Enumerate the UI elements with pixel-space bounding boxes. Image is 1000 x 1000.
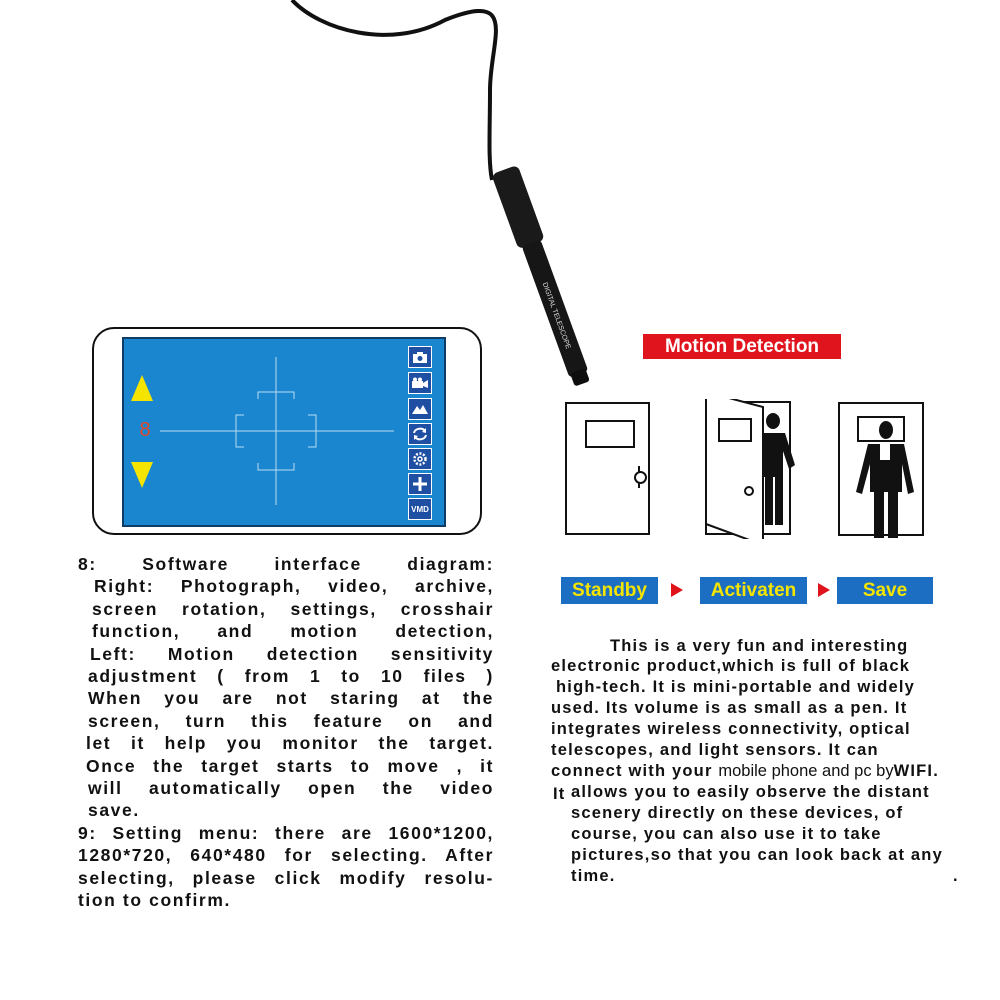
device-print: DIGITAL TELESCOPE xyxy=(540,281,572,351)
sensitivity-down-button[interactable] xyxy=(131,462,153,488)
left-line: screen, turn this feature on and xyxy=(88,710,494,731)
gallery-icon[interactable] xyxy=(408,398,432,420)
person-exit-illustration xyxy=(836,400,926,540)
right-line: scenery directly on these devices, of xyxy=(571,804,904,822)
telescope-body xyxy=(491,165,595,389)
right-line-wifi xyxy=(551,761,939,782)
camera-icon[interactable] xyxy=(408,346,432,368)
left-line: 9: Setting menu: there are 1600*1200, xyxy=(78,822,494,843)
crosshair-overlay xyxy=(122,337,446,527)
left-line: function, and motion detection, xyxy=(92,621,494,642)
door-opening-illustration xyxy=(703,399,811,539)
right-line: used. Its volume is as small as a pen. It xyxy=(551,699,908,717)
trailing-dot: . xyxy=(953,867,959,885)
left-line: adjustment ( from 1 to 10 files ) xyxy=(88,666,494,687)
right-line: high-tech. It is mini-portable and widely xyxy=(556,678,916,696)
right-line: pictures,so that you can look back at any xyxy=(571,846,943,864)
step-activate: Activaten xyxy=(700,577,807,604)
right-line-part: connect with your xyxy=(551,762,719,780)
right-line: This is a very fun and interesting xyxy=(610,637,909,655)
motion-detection-title: Motion Detection xyxy=(643,334,841,359)
settings-icon[interactable] xyxy=(408,448,432,470)
right-line: integrates wireless connectivity, optical xyxy=(551,720,911,738)
left-line: 8: Software interface diagram: xyxy=(78,554,494,574)
sensitivity-value: 8 xyxy=(139,419,151,441)
right-line-part: mobile phone and pc by xyxy=(718,762,894,780)
crosshair-plus-icon[interactable] xyxy=(408,473,432,495)
vmd-icon[interactable] xyxy=(408,498,432,520)
left-line: tion to confirm. xyxy=(78,890,231,911)
software-description xyxy=(78,553,494,912)
right-line: course, you can also use it to take xyxy=(571,825,882,843)
right-line: electronic product,which is full of black xyxy=(551,657,911,675)
left-line: selecting, please click modify resolu- xyxy=(78,867,494,888)
step-standby: Standby xyxy=(561,577,658,604)
video-camera-icon[interactable] xyxy=(408,372,432,394)
left-line: Once the target starts to move , it xyxy=(86,755,494,776)
arrow-right-icon xyxy=(671,583,683,597)
left-line: save. xyxy=(88,800,140,821)
vmd-label: VMD xyxy=(411,504,429,514)
right-line-part: WIFI. xyxy=(893,762,939,780)
right-line: telescopes, and light sensors. It can xyxy=(551,741,879,759)
left-line: let it help you monitor the target. xyxy=(86,733,494,754)
right-line: time. xyxy=(571,867,616,885)
door-closed-illustration xyxy=(565,402,650,535)
left-line: Right: Photograph, video, archive, xyxy=(94,576,494,597)
rotate-icon[interactable] xyxy=(408,423,432,445)
sensitivity-up-button[interactable] xyxy=(131,375,153,401)
right-line: allows you to easily observe the distant xyxy=(571,783,930,801)
left-line: screen rotation, settings, crosshair xyxy=(92,598,494,619)
left-line: will automatically open the video xyxy=(88,778,494,799)
left-line: 1280*720, 640*480 for selecting. After xyxy=(78,845,494,866)
step-save: Save xyxy=(837,577,933,604)
right-line-it: It xyxy=(553,785,566,803)
arrow-right-icon xyxy=(818,583,830,597)
left-line: When you are not staring at the xyxy=(88,688,494,709)
cable xyxy=(292,0,496,180)
left-line: Left: Motion detection sensitivity xyxy=(90,643,494,664)
